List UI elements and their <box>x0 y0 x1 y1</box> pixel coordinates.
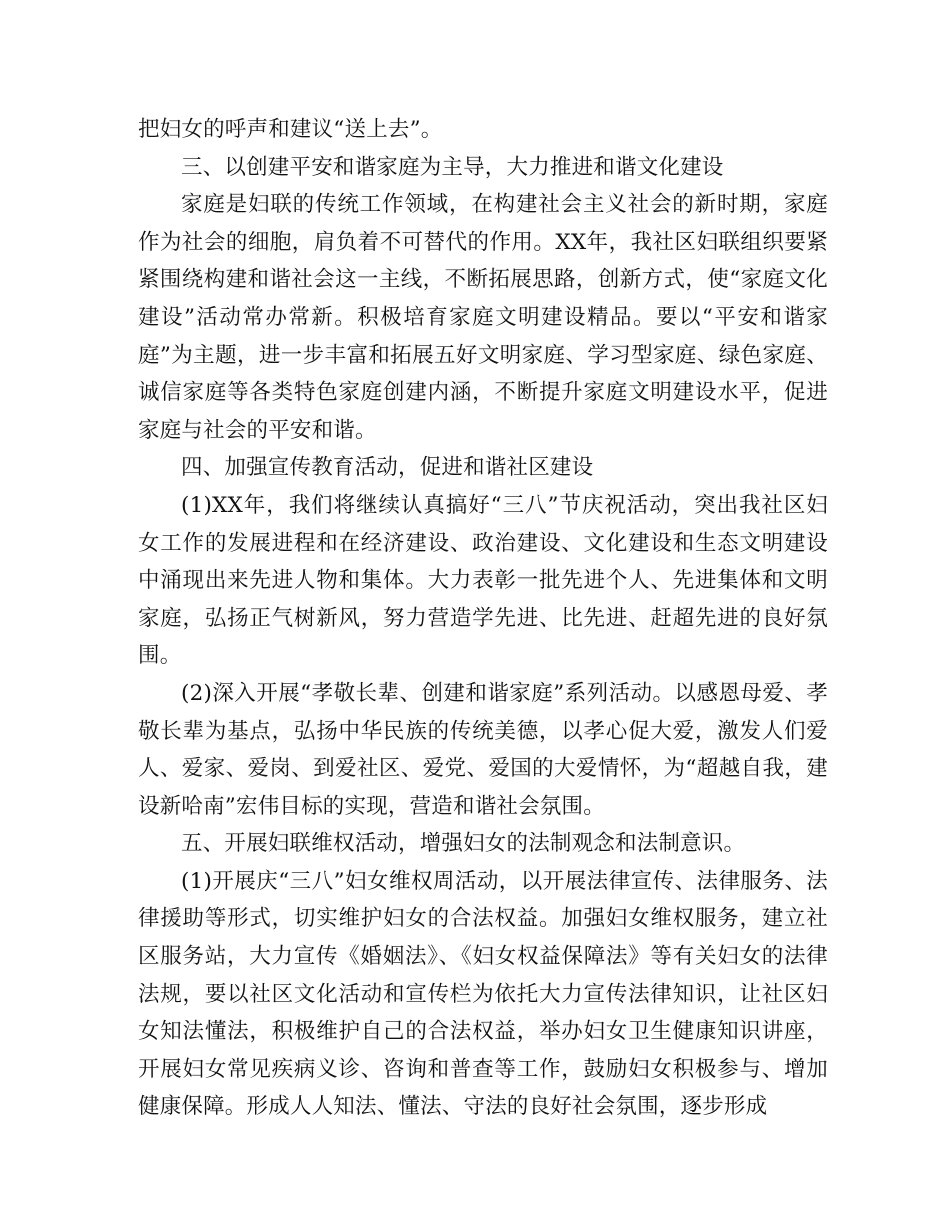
section-heading-5: 五、开展妇联维权活动，增强妇女的法制观念和法制意识。 <box>181 831 746 857</box>
paragraph-item-1-march-8: (1)XX年，我们将继续认真搞好“三八”节庆祝活动，突出我社区妇女工作的发展进程和在经济建设、政治建设、文化建设和生态文明建设中涌现出来先进人物和集体。大力表彰一批先进个人、先进集体和文明家庭，弘扬正气树新风，努力营造学先进、比先进、赶超先进的良好氛围。 <box>138 492 828 669</box>
paragraph-family-culture: 家庭是妇联的传统工作领域，在构建社会主义社会的新时期，家庭作为社会的细胞，肩负着不可替代的作用。XX年，我社区妇联组织要紧紧围绕构建和谐社会这一主线，不断拓展思路，创新方式，使“家庭文化建设”活动常办常新。积极培育家庭文明建设精品。要以“平安和谐家庭”为主题，进一步丰富和拓展五好文明家庭、学习型家庭、绿色家庭、诚信家庭等各类特色家庭创建内涵，不断提升家庭文明建设水平，促进家庭与社会的平安和谐。 <box>138 192 828 443</box>
section-heading-3: 三、以创建平安和谐家庭为主导，大力推进和谐文化建设 <box>181 154 724 180</box>
paragraph-item-1-rights-week: (1)开展庆“三八”妇女维权周活动，以开展法律宣传、法律服务、法律援助等形式，切实维护妇女的合法权益。加强妇女维权服务，建立社区服务站，大力宣传《婚姻法》、《妇女权益保障法》等有关妇女的法律法规，要以社区文化活动和宣传栏为依托大力宣传法律知识，让社区妇女知法懂法，积极维护自己的合法权益，举办妇女卫生健康知识讲座，开展妇女常见疾病义诊、咨询和普查等工作，鼓励妇女积极参与、增加健康保障。形成人人知法、懂法、守法的良好社会氛围，逐步形成 <box>138 868 828 1120</box>
paragraph-item-2-filial-piety: (2)深入开展“孝敬长辈、创建和谐家庭”系列活动。以感恩母爱、孝敬长辈为基点，弘扬中华民族的传统美德，以孝心促大爱，激发人们爱人、爱家、爱岗、到爱社区、爱党、爱国的大爱情怀，为“超越自我，建设新哈南”宏伟目标的实现，营造和谐社会氛围。 <box>138 680 828 819</box>
document-body <box>138 111 828 1126</box>
section-heading-4: 四、加强宣传教育活动，促进和谐社区建设 <box>181 455 594 481</box>
paragraph-continuation: 把妇女的呼声和建议“送上去”。 <box>138 117 443 142</box>
